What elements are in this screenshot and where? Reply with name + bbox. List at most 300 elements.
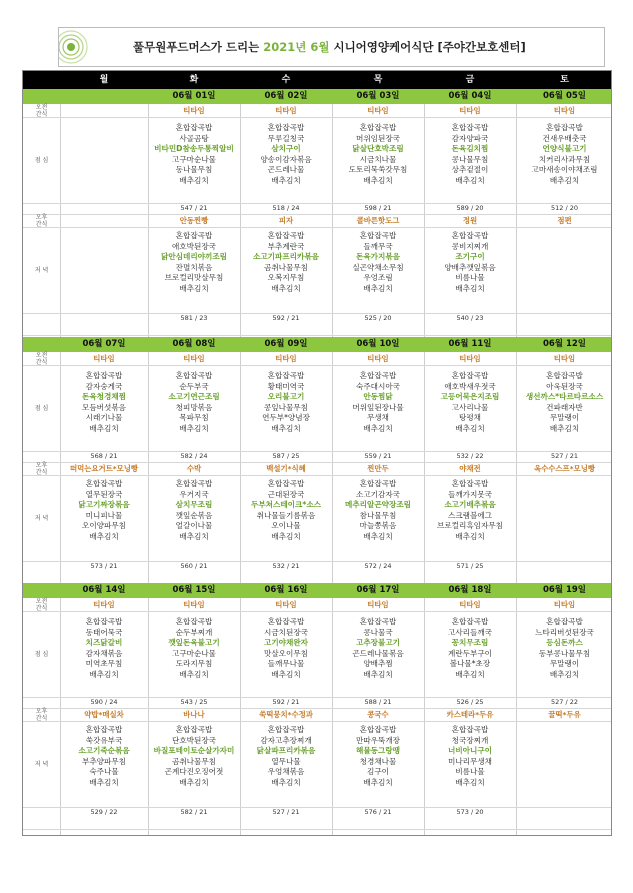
- lunch-menu: [516, 123, 612, 186]
- dinner-menu: [240, 725, 332, 788]
- menu-item: 등심돈까스: [546, 638, 583, 647]
- menu-item: 콩잎나물무침: [263, 402, 308, 412]
- snack-pm: 약밥*매실차: [84, 710, 124, 719]
- menu-item: 배추김치: [89, 777, 119, 787]
- menu-item: 배추김치: [455, 423, 485, 433]
- menu-item: 혼합잡곡밥: [359, 617, 397, 626]
- lunch-kcal: 568 / 21: [90, 452, 118, 460]
- menu-item: 배추김치: [179, 777, 209, 787]
- label-dinner: 저 녁: [34, 266, 49, 274]
- lunch-kcal: 590 / 24: [90, 698, 118, 706]
- menu-item: 혼합잡곡밥: [267, 371, 305, 380]
- lunch-menu: [148, 617, 240, 680]
- menu-item: 고등어묵은지조림: [440, 392, 500, 401]
- menu-item: 혼합잡곡밥: [85, 371, 123, 380]
- menu-item: 양배추찜: [363, 659, 393, 668]
- menu-item: 돈육청경채찜: [81, 392, 126, 401]
- weekday-header: [23, 71, 611, 89]
- dinner-kcal: 573 / 21: [90, 562, 118, 570]
- menu-item: 소고기감자국: [355, 489, 400, 499]
- lunch-menu: [240, 123, 332, 186]
- dinner-kcal: 573 / 20: [456, 808, 484, 816]
- menu-item: 조기구이: [455, 252, 485, 261]
- menu-item: 청국장찌개: [451, 735, 489, 745]
- snack-am: 티타임: [553, 600, 576, 609]
- menu-item: 미나리무생채: [447, 756, 492, 766]
- menu-item: 순두부찌개: [175, 627, 213, 637]
- snack-pm: 피자: [278, 216, 294, 225]
- row-divider: [23, 721, 611, 722]
- snack-pm: 쑥떡뭉치*수정과: [259, 710, 313, 719]
- date-cell: 06월 02일: [264, 91, 308, 101]
- label-dinner: 저 녁: [34, 760, 49, 768]
- menu-item: 배추김치: [179, 283, 209, 293]
- menu-item: 도토리묵쑥갓무침: [348, 165, 408, 174]
- dinner-kcal: 572 / 24: [364, 562, 392, 570]
- date-cell: 06월 18일: [448, 585, 492, 595]
- menu-item: 꽁치무조림: [451, 638, 489, 647]
- menu-item: 목파무침: [179, 413, 209, 422]
- lunch-kcal: 518 / 24: [272, 204, 300, 212]
- menu-item: 배추김치: [271, 175, 301, 185]
- menu-item: 만따우뚝개장: [355, 735, 400, 745]
- snack-am: 티타임: [367, 106, 389, 115]
- snack-am: 티타임: [275, 106, 297, 115]
- menu-item: 들깨무국: [363, 241, 393, 251]
- menu-item: 고추장불고기: [355, 638, 400, 647]
- lunch-kcal: 589 / 20: [456, 204, 484, 212]
- row-divider: [23, 227, 611, 228]
- menu-item: 비름나물: [455, 767, 485, 776]
- menu-item: 마늘쫑볶음: [359, 521, 397, 530]
- row-divider: [23, 611, 611, 612]
- menu-item: 황태미역국: [267, 381, 305, 391]
- menu-item: 배추김치: [455, 777, 485, 787]
- snack-pm: 안동찐빵: [179, 216, 209, 225]
- lunch-kcal: 592 / 21: [272, 698, 300, 706]
- label-snack-pm: 오후 간식: [35, 461, 48, 476]
- dinner-kcal: 529 / 22: [90, 808, 118, 816]
- menu-item: 근대된장국: [267, 489, 305, 499]
- menu-item: 혼합잡곡밥: [359, 231, 397, 240]
- weekday-2: 화: [189, 75, 199, 85]
- menu-item: 배추김치: [179, 531, 209, 541]
- snack-am: 티타임: [183, 354, 205, 363]
- menu-item: 취나물들기름볶음: [256, 510, 316, 520]
- menu-item: 곤드레나물: [267, 165, 305, 174]
- menu-item: 동태어묵국: [85, 627, 123, 637]
- menu-item: 열무된장국: [85, 489, 123, 499]
- menu-item: 치커리사과무침: [538, 154, 591, 164]
- label-lunch: 점 심: [34, 156, 49, 164]
- menu-item: 혼합잡곡밥: [175, 617, 213, 626]
- dinner-menu: [332, 231, 424, 294]
- menu-item: 쑥갓유부국: [85, 735, 123, 745]
- snack-am: 티타임: [367, 600, 389, 609]
- menu-item: 배추김치: [363, 423, 393, 433]
- menu-item: 청피망볶음: [175, 402, 213, 412]
- menu-item: 메추리알곤약장조림: [344, 500, 412, 509]
- dinner-kcal: 592 / 21: [272, 314, 300, 322]
- menu-item: 돈육가지볶음: [355, 252, 400, 261]
- date-cell: 06월 17일: [356, 585, 400, 595]
- date-cell: 06월 16일: [264, 585, 308, 595]
- menu-item: 고구마순나물: [171, 154, 216, 164]
- label-snack-am: 오전 간식: [35, 351, 48, 366]
- menu-item: 배추김치: [179, 669, 209, 679]
- menu-item: 연두부*양념장: [262, 413, 310, 422]
- menu-item: 깻잎돈육불고기: [168, 638, 220, 647]
- menu-item: 순두부국: [179, 381, 209, 391]
- weekday-5: 금: [465, 75, 475, 85]
- menu-item: 우엉채볶음: [267, 767, 305, 776]
- menu-item: 혼합잡곡밥: [267, 123, 305, 132]
- dinner-menu: [240, 479, 332, 542]
- menu-item: 소고기배추볶음: [444, 500, 496, 509]
- label-lunch: 점 심: [34, 404, 49, 412]
- menu-item: 숙주나물: [89, 767, 119, 776]
- menu-item: 혼합잡곡밥: [175, 231, 213, 240]
- dinner-kcal: 571 / 25: [456, 562, 484, 570]
- menu-item: 배추김치: [549, 175, 580, 185]
- lunch-menu: [424, 371, 516, 434]
- lunch-menu: [516, 617, 612, 680]
- snack-am: 티타임: [459, 106, 481, 115]
- lunch-kcal: 527 / 22: [551, 698, 578, 706]
- menu-item: 소고기연근조림: [168, 392, 220, 401]
- menu-item: 단호박된장국: [171, 735, 216, 745]
- lunch-kcal: 587 / 25: [272, 452, 300, 460]
- dinner-menu: [332, 725, 424, 788]
- menu-item: 배추김치: [549, 669, 580, 679]
- menu-item: 배추김치: [179, 175, 209, 185]
- menu-item: 배추김치: [89, 423, 119, 433]
- lunch-menu: [516, 371, 612, 434]
- menu-item: 시래기나물: [85, 413, 123, 422]
- dinner-kcal: 540 / 23: [456, 314, 484, 322]
- menu-item: 혼합잡곡밥: [359, 123, 397, 132]
- snack-pm: 콩국수: [367, 710, 389, 719]
- menu-item: 혼합잡곡밥: [267, 231, 305, 240]
- menu-item: 무루길칭국: [267, 133, 305, 143]
- menu-item: 배추김치: [271, 283, 301, 293]
- date-cell: 06월 14일: [82, 585, 126, 595]
- dinner-menu: [60, 725, 148, 788]
- menu-item: 우엉조림: [363, 273, 393, 282]
- menu-item: 얼갈이나물: [175, 521, 213, 530]
- menu-item: 브로컬리맛살무침: [164, 273, 224, 282]
- menu-item: 부추양파무침: [81, 756, 126, 766]
- label-lunch: 점 심: [34, 650, 49, 658]
- dinner-menu: [332, 479, 424, 542]
- menu-item: 배추김치: [363, 531, 393, 541]
- menu-item: 비타민D참송두통찍알비: [154, 144, 234, 153]
- lunch-kcal: 543 / 25: [180, 698, 208, 706]
- menu-item: 미역초무침: [85, 659, 123, 668]
- dinner-menu: [148, 479, 240, 542]
- date-cell: 06월 11일: [448, 339, 492, 349]
- menu-item: 삼치무조림: [175, 500, 213, 509]
- menu-item: 열무나물: [271, 756, 301, 766]
- dinner-menu: [424, 479, 516, 542]
- menu-item: 모듬버섯볶음: [81, 402, 126, 412]
- menu-item: 깻잎순볶음: [175, 510, 213, 520]
- menu-item: 돈육김치찜: [451, 144, 489, 153]
- dinner-menu: [148, 725, 240, 788]
- date-cell: 06월 10일: [356, 339, 400, 349]
- menu-item: 혼합잡곡밥: [451, 123, 489, 132]
- menu-item: 곤드레나물볶음: [352, 648, 404, 658]
- menu-item: 배추김치: [271, 531, 301, 541]
- menu-item: 감자양파국: [451, 133, 489, 143]
- lunch-kcal: 527 / 21: [551, 452, 578, 460]
- menu-item: 해물동그랑땡: [355, 746, 400, 755]
- menu-item: 콩비지찌개: [451, 241, 489, 251]
- lunch-kcal: 532 / 22: [456, 452, 484, 460]
- menu-item: 안동찜닭: [363, 392, 393, 401]
- lunch-menu: [424, 123, 516, 186]
- menu-item: 곰취나물무침: [263, 262, 308, 272]
- menu-item: 무생채: [366, 413, 389, 422]
- menu-item: 언양식불고기: [542, 144, 587, 153]
- menu-item: 건새우배춧국: [542, 133, 587, 143]
- row-divider: [23, 335, 611, 336]
- snack-am: 티타임: [183, 106, 205, 115]
- menu-item: 감자숭게국: [85, 381, 123, 391]
- snack-am: 티타임: [183, 600, 205, 609]
- menu-item: 닭살단호박조림: [352, 144, 404, 153]
- snack-pm: 바나나: [183, 710, 205, 719]
- menu-item: 배추김치: [363, 777, 393, 787]
- lunch-kcal: 526 / 25: [456, 698, 484, 706]
- menu-item: 혼합잡곡밥: [359, 371, 397, 380]
- page-title: 풀무원푸드머스가 드리는 2021년 6월 시니어영양케어식단 [주야간보호센터]: [133, 40, 526, 54]
- menu-item: 배추김치: [271, 669, 301, 679]
- date-cell: 06월 12일: [542, 339, 587, 349]
- menu-item: 맛살오이무침: [263, 648, 308, 658]
- menu-item: 치즈닭갈비: [85, 638, 123, 647]
- menu-item: 닭고기짜장볶음: [78, 500, 130, 509]
- row-divider: [23, 829, 611, 830]
- lunch-menu: [148, 123, 240, 186]
- menu-item: 혼합잡곡밥: [85, 725, 123, 734]
- dinner-menu: [424, 725, 516, 788]
- date-cell: 06월 15일: [172, 585, 216, 595]
- menu-item: 혼합잡곡밥: [85, 617, 123, 626]
- row-divider: [23, 365, 611, 366]
- lunch-menu: [332, 371, 424, 434]
- dinner-kcal: 581 / 23: [180, 314, 208, 322]
- date-cell: 06월 07일: [82, 339, 126, 349]
- menu-item: 도라지무침: [175, 659, 213, 668]
- menu-item: 무말랭이: [549, 413, 580, 422]
- label-snack-pm: 오후 간식: [35, 707, 48, 722]
- menu-item: 참나물무침: [359, 510, 397, 520]
- menu-item: 고사리들깨국: [447, 627, 492, 637]
- menu-item: 혼합잡곡밥: [546, 371, 583, 380]
- menu-item: 애호박새우젓국: [444, 381, 496, 391]
- menu-item: 혼합잡곡밥: [267, 725, 305, 734]
- lunch-menu: [148, 371, 240, 434]
- menu-item: 계란두부구이: [447, 648, 492, 658]
- snack-am: 티타임: [275, 600, 297, 609]
- menu-item: 배추김치: [89, 669, 119, 679]
- menu-table: [22, 70, 612, 836]
- row-divider: [23, 117, 611, 118]
- lunch-menu: [424, 617, 516, 680]
- lunch-menu: [240, 617, 332, 680]
- menu-item: 혼합잡곡밥: [359, 725, 397, 734]
- snack-pm: 백설기*식혜: [266, 464, 306, 473]
- dinner-kcal: 576 / 21: [364, 808, 392, 816]
- menu-item: 배추김치: [455, 175, 485, 185]
- menu-item: 미니피나물: [85, 510, 123, 520]
- menu-item: 오이나물: [271, 521, 301, 530]
- menu-item: 두부쳐스테이크*소스: [251, 500, 321, 509]
- menu-item: 혼합잡곡밥: [451, 371, 489, 380]
- menu-item: 아욱된장국: [546, 381, 583, 391]
- dinner-kcal: 532 / 21: [272, 562, 300, 570]
- menu-item: 시금치나물: [359, 154, 397, 164]
- date-cell: 06월 03일: [356, 91, 400, 101]
- snack-pm: 수박: [186, 464, 202, 473]
- snack-pm: 정원: [462, 216, 478, 225]
- menu-item: 탕평채: [458, 413, 481, 422]
- menu-item: 고구마순나물: [171, 648, 216, 658]
- menu-item: 혼합잡곡밥: [451, 725, 489, 734]
- date-cell: 06월 09일: [264, 339, 308, 349]
- menu-item: 우거지국: [179, 489, 209, 499]
- lunch-kcal: 588 / 21: [364, 698, 392, 706]
- weekday-6: 토: [560, 75, 569, 85]
- menu-item: 오복지무침: [267, 273, 305, 282]
- menu-item: 닭살파프리카볶음: [256, 746, 316, 755]
- menu-item: 삼치구이: [271, 144, 301, 153]
- menu-item: 들깨가지못국: [447, 489, 492, 499]
- menu-item: 너비아니구이: [447, 746, 492, 755]
- menu-item: 배추김치: [179, 423, 209, 433]
- snack-am: 티타임: [459, 600, 481, 609]
- menu-item: 고기야채완자: [263, 638, 308, 647]
- menu-item: 머위임된장국: [355, 133, 400, 143]
- menu-item: 곤계다진오징어젓: [164, 767, 224, 776]
- row-divider: [23, 475, 611, 476]
- dinner-kcal: 560 / 21: [180, 562, 208, 570]
- menu-item: 잔멸치볶음: [175, 262, 213, 272]
- snack-am: 티타임: [275, 354, 297, 363]
- menu-item: 혼합잡곡밥: [546, 123, 583, 132]
- snack-pm: 옥수수스프*모닝빵: [534, 464, 595, 473]
- menu-item: 숙주대시아국: [355, 381, 400, 391]
- menu-item: 곰취나물무침: [171, 756, 216, 766]
- menu-item: 배추김치: [455, 283, 485, 293]
- lunch-menu: [332, 617, 424, 680]
- lunch-menu: [60, 617, 148, 680]
- menu-item: 비름나물: [455, 273, 485, 282]
- menu-item: 혼합잡곡밥: [359, 479, 397, 488]
- menu-item: 브로컬리흑임자무침: [436, 521, 504, 530]
- menu-item: 고사리나물: [451, 402, 489, 412]
- snack-am: 티타임: [553, 354, 576, 363]
- menu-item: 들깨무나물: [267, 659, 305, 668]
- menu-item: 시금치된장국: [263, 627, 308, 637]
- menu-item: 배추김치: [363, 283, 393, 293]
- dinner-menu: [148, 231, 240, 294]
- menu-item: 생선까스*타르타르소스: [525, 392, 604, 401]
- menu-item: 닭안심데리야끼조림: [160, 252, 228, 261]
- menu-item: 혼합잡곡밥: [175, 371, 213, 380]
- menu-item: 혼합잡곡밥: [175, 123, 213, 132]
- menu-item: 동부콩나물무침: [538, 648, 591, 658]
- menu-item: 볼나물*초장: [449, 659, 491, 668]
- menu-item: 김구이: [366, 767, 389, 776]
- snack-pm: 떠먹는요거트*모닝빵: [69, 464, 139, 473]
- menu-item: 혼합잡곡밥: [451, 231, 489, 240]
- label-dinner: 저 녁: [34, 514, 49, 522]
- date-cell: 06월 04일: [448, 91, 492, 101]
- snack-am: 티타임: [93, 354, 115, 363]
- menu-item: 혼합잡곡밥: [175, 725, 213, 734]
- snack-pm: 콜바른핫도그: [356, 216, 400, 225]
- menu-item: 느타리버섯된장국: [535, 627, 594, 637]
- menu-item: 혼합잡곡밥: [175, 479, 213, 488]
- snack-pm: 점편: [557, 216, 572, 225]
- lunch-menu: [60, 371, 148, 434]
- menu-item: 상추겉절이: [451, 165, 489, 174]
- snack-am: 티타임: [93, 600, 115, 609]
- menu-item: 고마새송이야채조림: [531, 165, 598, 174]
- menu-item: 바질포테이토순살가자미: [153, 746, 235, 755]
- menu-item: 혼합잡곡밥: [267, 617, 305, 626]
- snack-am: 티타임: [553, 106, 576, 115]
- lunch-kcal: 559 / 21: [364, 452, 392, 460]
- menu-item: 건파래자반: [546, 402, 583, 412]
- snack-pm: 찐만두: [367, 464, 389, 473]
- lunch-kcal: 582 / 24: [180, 452, 208, 460]
- date-cell: 06월 19일: [542, 585, 587, 595]
- menu-item: 배추김치: [271, 423, 301, 433]
- menu-item: 배추김치: [271, 777, 301, 787]
- menu-item: 혼합잡곡밥: [85, 479, 123, 488]
- snack-pm: 꿀떡*두유: [548, 710, 581, 719]
- weekday-3: 수: [281, 75, 291, 85]
- menu-item: 감자채볶음: [85, 648, 123, 658]
- menu-item: 실곤약채소무침: [352, 262, 404, 272]
- menu-item: 콩나물무침: [451, 154, 489, 164]
- menu-item: 양배추깻잎볶음: [444, 262, 496, 272]
- menu-item: 오이양파무침: [81, 521, 126, 530]
- menu-item: 동나물무침: [175, 165, 213, 174]
- menu-item: 혼합잡곡밥: [267, 479, 305, 488]
- menu-item: 배추김치: [455, 531, 485, 541]
- menu-item: 애호박된장국: [171, 241, 216, 251]
- menu-item: 혼합잡곡밥: [451, 617, 489, 626]
- lunch-kcal: 547 / 21: [180, 204, 208, 212]
- menu-item: 혼합잡곡밥: [451, 479, 489, 488]
- menu-item: 배추김치: [89, 531, 119, 541]
- pulmuone-logo: [59, 28, 119, 66]
- weekday-4: 목: [373, 75, 383, 85]
- menu-item: 배추김치: [549, 423, 580, 433]
- snack-am: 티타임: [367, 354, 389, 363]
- label-snack-am: 오전 간식: [35, 597, 48, 612]
- lunch-kcal: 598 / 21: [364, 204, 392, 212]
- menu-item: 콩나물국: [363, 627, 393, 637]
- date-cell: 06월 01일: [172, 91, 216, 101]
- dinner-menu: [424, 231, 516, 294]
- menu-item: 배추김치: [363, 669, 393, 679]
- lunch-menu: [240, 371, 332, 434]
